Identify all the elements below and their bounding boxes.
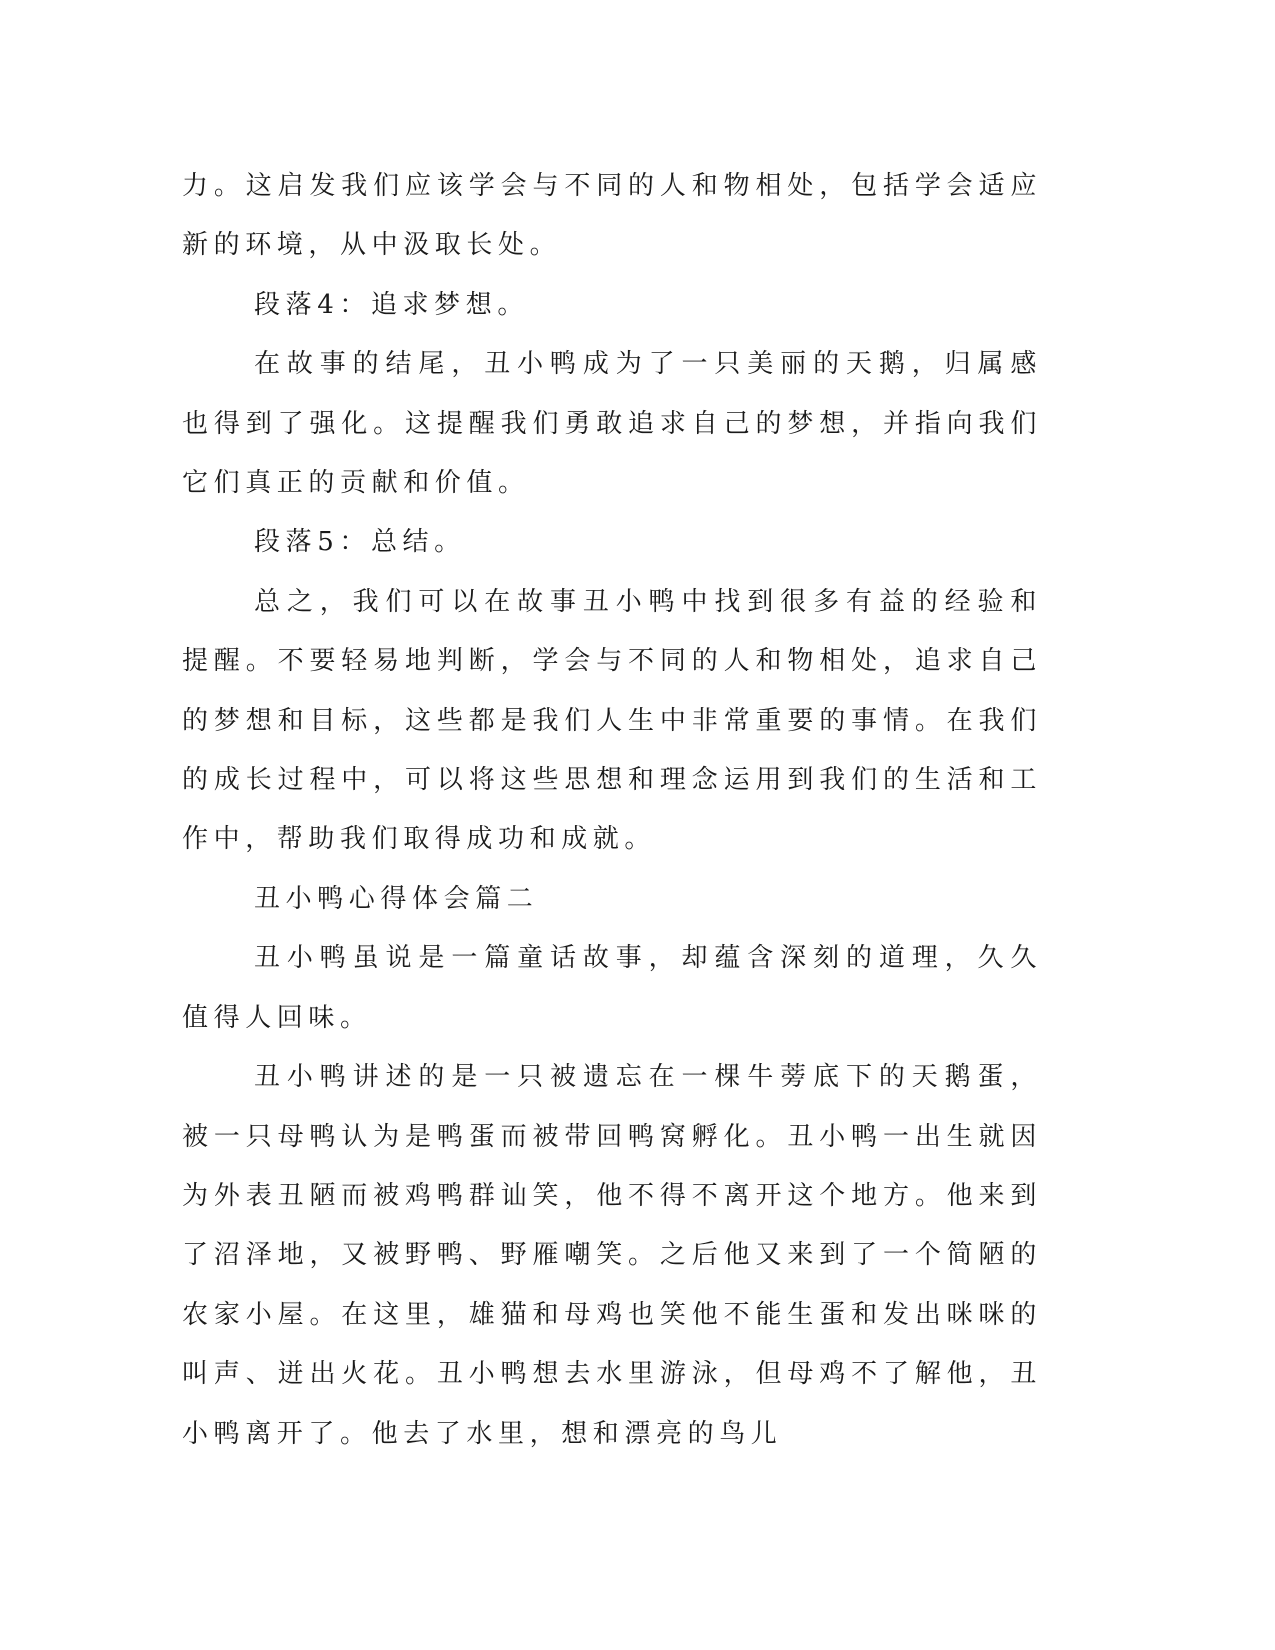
paragraph-intro: 丑小鸭虽说是一篇童话故事，却蕴含深刻的道理，久久值得人回味。	[182, 943, 1042, 1033]
paragraph-story: 丑小鸭讲述的是一只被遗忘在一棵牛蒡底下的天鹅蛋，被一只母鸭认为是鸭蛋而被带回鸭窝孵化。丑小鸭一出生就因为外表丑陋而被鸡鸭群讪笑，他不得不离开这个地方。他来到了沼泽地，又被野鸭、野雁嘲笑。之后他又来到了一个简陋的农家小屋。在这里，雄猫和母鸡也笑他不能生蛋和发出咪咪的叫声、迸出火花。丑小鸭想去水里游泳，但母鸡不了解他，丑小鸭离开了。他去了水里，想和漂亮的鸟儿	[182, 1062, 1042, 1449]
paragraph-dream: 在故事的结尾，丑小鸭成为了一只美丽的天鹅，归属感也得到了强化。这提醒我们勇敢追求自己的梦想，并指向我们它们真正的贡献和价值。	[182, 349, 1042, 499]
paragraph-summary: 总之，我们可以在故事丑小鸭中找到很多有益的经验和提醒。不要轻易地判断，学会与不同的人和物相处，追求自己的梦想和目标，这些都是我们人生中非常重要的事情。在我们的成长过程中，可以将这些思想和理念运用到我们的生活和工作中，帮助我们取得成功和成就。	[182, 586, 1042, 855]
section-heading-4: 段落4：追求梦想。	[254, 289, 529, 320]
article-title-part-two: 丑小鸭心得体会篇二	[254, 883, 539, 914]
document-body	[182, 157, 1042, 1464]
section-heading-5: 段落5：总结。	[254, 527, 466, 558]
paragraph-continuation: 力。这启发我们应该学会与不同的人和物相处，包括学会适应新的环境，从中汲取长处。	[182, 171, 1042, 261]
